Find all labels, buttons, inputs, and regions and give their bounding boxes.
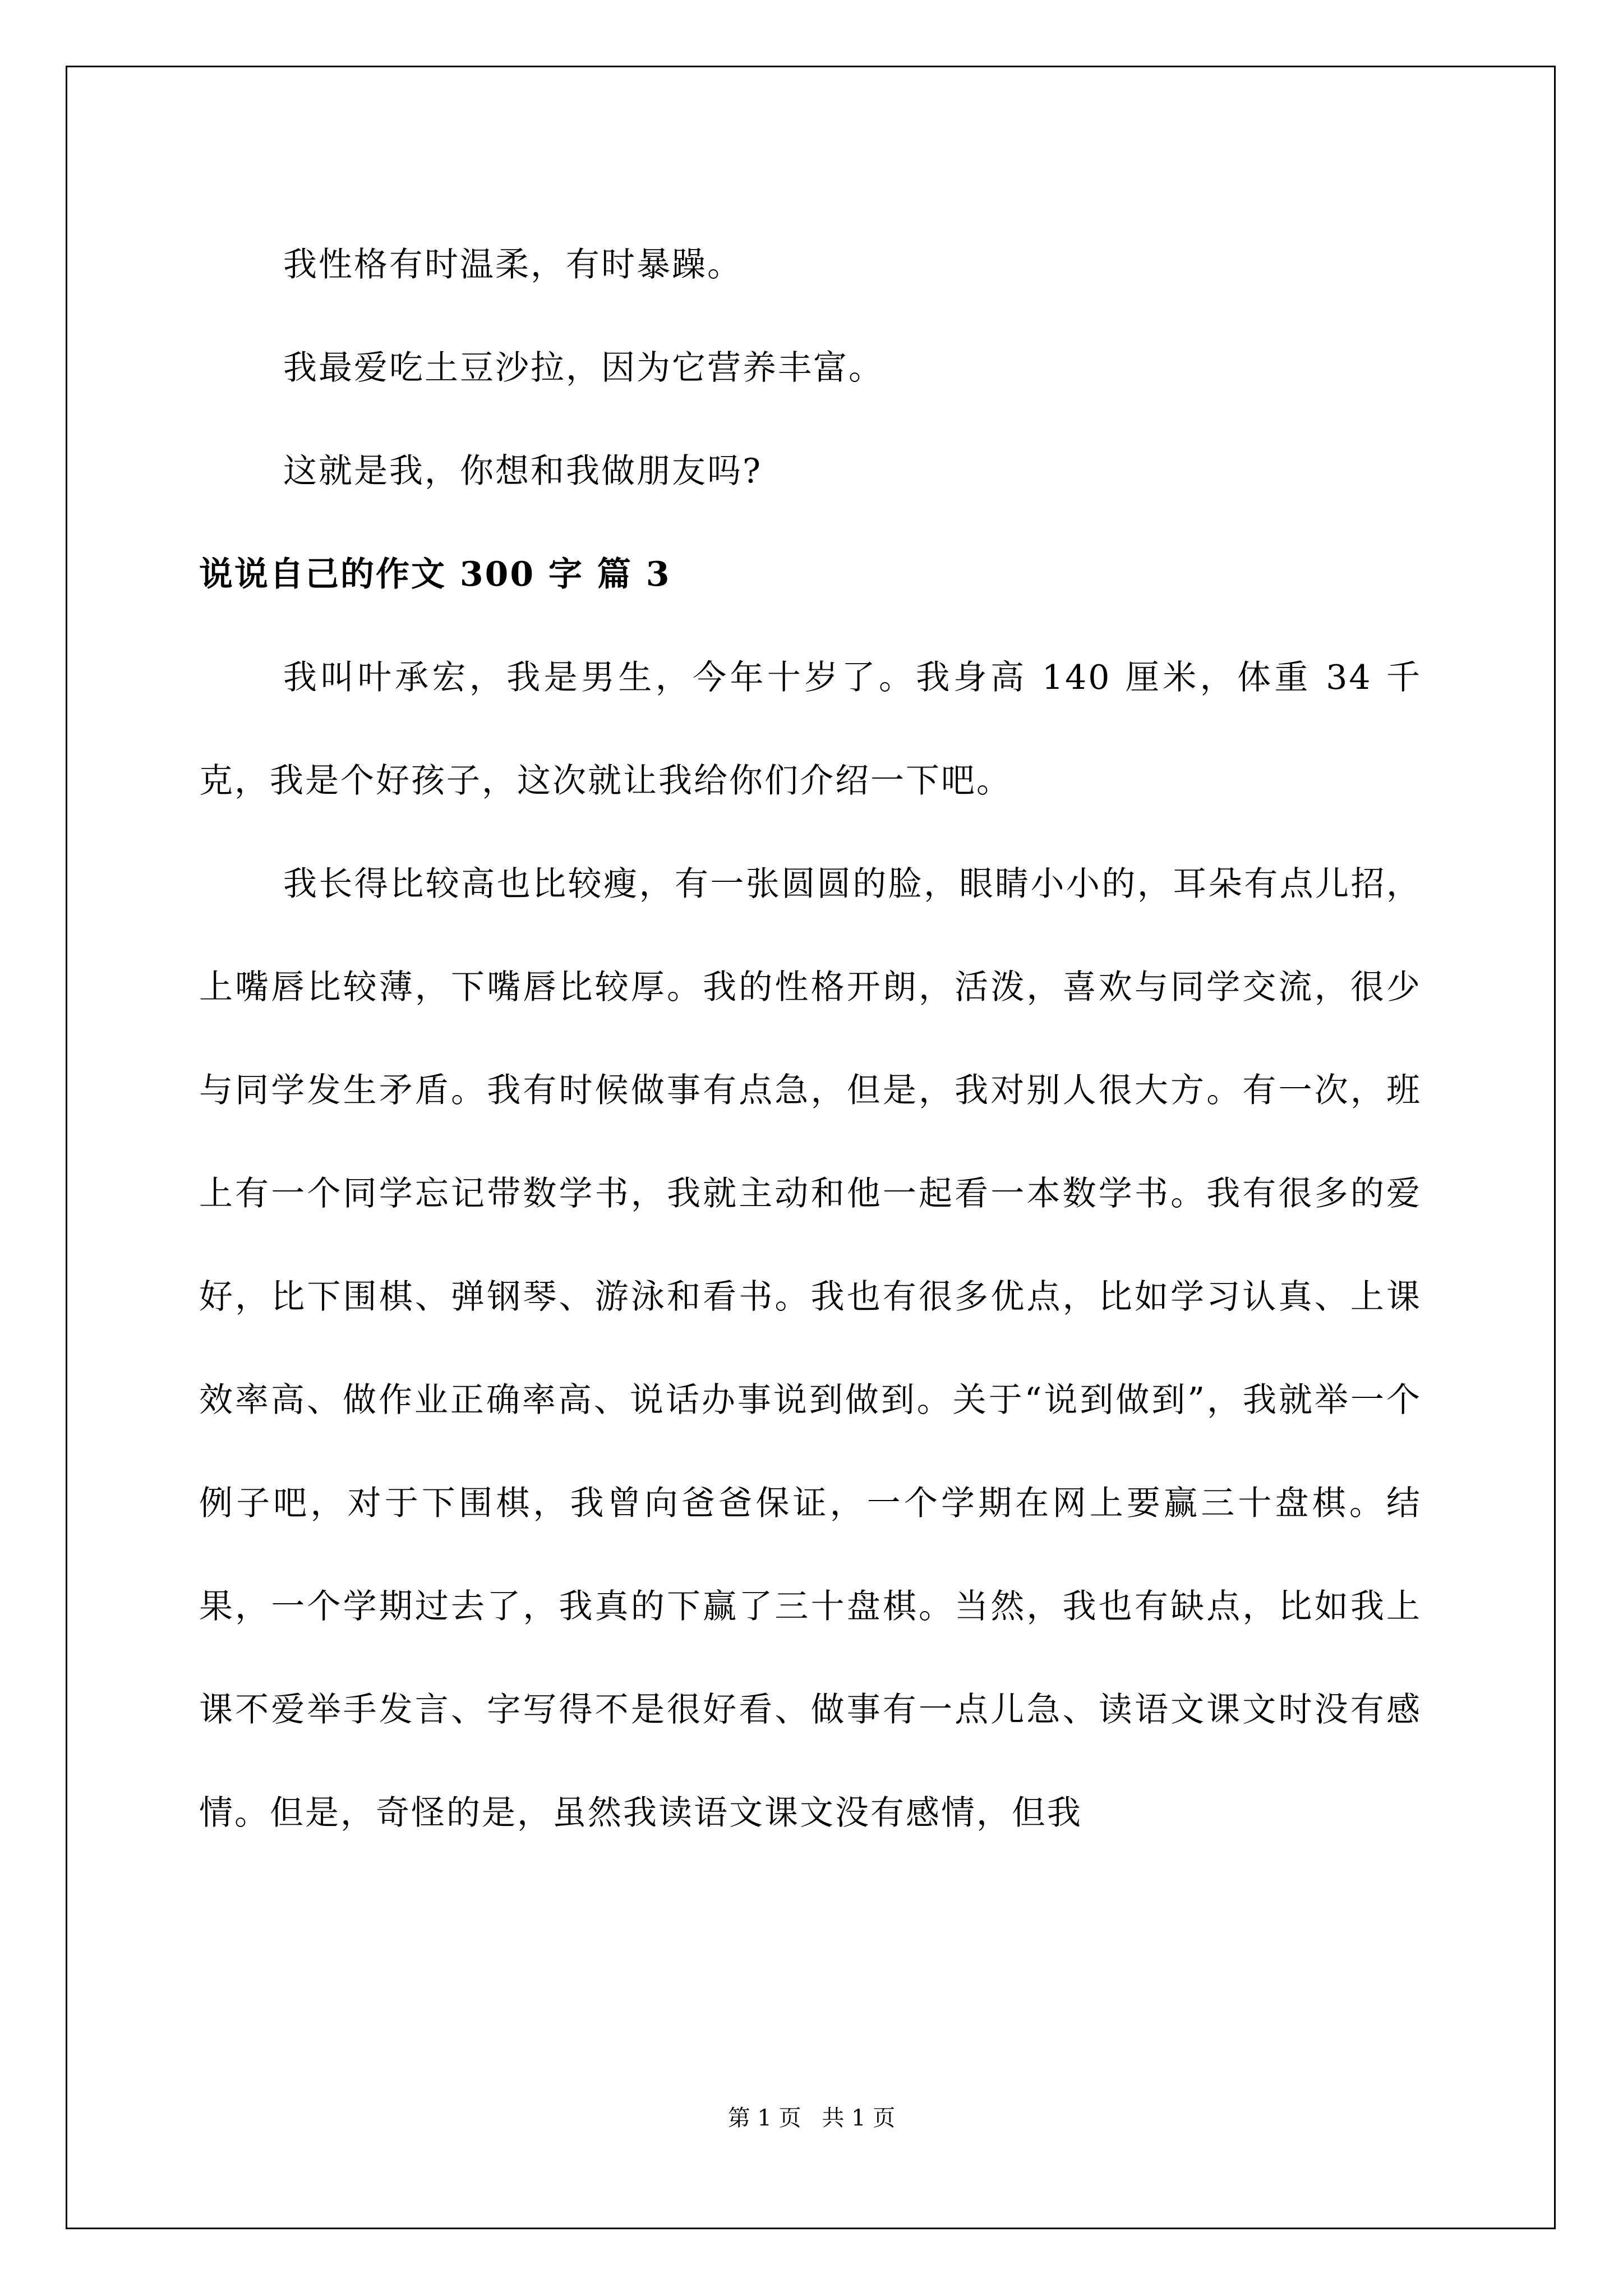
page-number: 第 1 页 xyxy=(727,2105,801,2131)
page-footer xyxy=(0,2101,1623,2135)
paragraph-friend-question: 这就是我，你想和我做朋友吗? xyxy=(283,452,763,491)
paragraph-description: 我长得比较高也比较瘦，有一张圆圆的脸，眼睛小小的，耳朵有点儿招，上嘴唇比较薄，下嘴唇比较厚。我的性格开朗，活泼，喜欢与同学交流，很少与同学发生矛盾。我有时候做事有点急，但是，我对别人很大方。有一次，班上有一个同学忘记带数学书，我就主动和他一起看一本数学书。我有很多的爱好，比下围棋、弹钢琴、游泳和看书。我也有很多优点，比如学习认真、上课效率高、做作业正确率高、说话办事说到做到。关于“说到做到”，我就举一个例子吧，对于下围棋，我曾向爸爸保证，一个学期在网上要赢三十盘棋。结果，一个学期过去了，我真的下赢了三十盘棋。当然，我也有缺点，比如我上课不爱举手发言、字写得不是很好看、做事有一点儿急、读语文课文时没有感情。但是，奇怪的是，虽然我读语文课文没有感情，但我 xyxy=(199,864,1422,1833)
section-heading: 说说自己的作文 300 字 篇 3 xyxy=(199,555,671,594)
page-total: 共 1 页 xyxy=(822,2105,896,2131)
paragraph-favorite-food: 我最爱吃土豆沙拉，因为它营养丰富。 xyxy=(283,348,884,388)
paragraph-temperament: 我性格有时温柔，有时暴躁。 xyxy=(283,245,743,284)
paragraph-introduction: 我叫叶承宏，我是男生，今年十岁了。我身高 140 厘米，体重 34 千克，我是个好孩子，这次就让我给你们介绍一下吧。 xyxy=(199,658,1422,800)
document-body xyxy=(199,213,1422,1865)
